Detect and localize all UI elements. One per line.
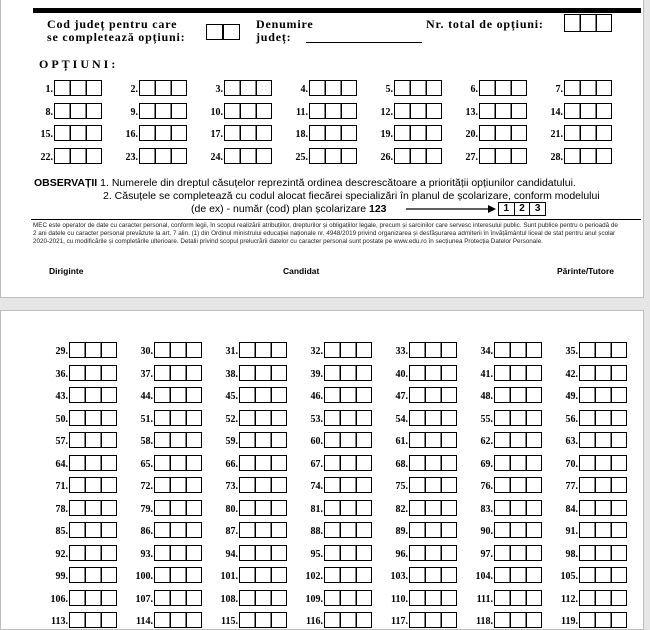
option-code-field[interactable] <box>479 148 527 164</box>
option-number: 67. <box>310 458 323 470</box>
option-number: 112. <box>561 593 578 605</box>
option-code-field[interactable] <box>579 432 627 448</box>
option-number: 40. <box>395 368 408 380</box>
option-code-field[interactable] <box>69 567 117 583</box>
option-number: 102. <box>305 571 323 582</box>
option-number: 119. <box>561 616 578 627</box>
option-number: 20. <box>465 129 478 140</box>
option-number: 117. <box>391 616 408 627</box>
option-code-field[interactable] <box>394 103 442 119</box>
example-digit-2: 2 <box>515 203 531 215</box>
option-number: 49. <box>565 391 578 402</box>
option-number: 72. <box>140 481 153 492</box>
option-number: 59. <box>225 436 238 447</box>
observations-text3: (de ex) - număr (cod) plan școlarizare <box>191 203 367 215</box>
option-number: 57. <box>55 436 68 447</box>
option-number: 115. <box>221 616 238 627</box>
option-code-field[interactable] <box>479 80 527 96</box>
option-code-field[interactable] <box>309 125 357 141</box>
option-number: 37. <box>140 368 153 380</box>
option-code-field[interactable] <box>409 567 457 583</box>
option-code-field[interactable] <box>154 500 202 516</box>
option-code-field[interactable] <box>494 500 542 516</box>
option-number: 110. <box>391 593 408 605</box>
option-number: 105. <box>560 571 578 582</box>
option-number: 91. <box>565 526 578 537</box>
option-number: 25. <box>295 151 308 163</box>
option-number: 94. <box>225 548 238 560</box>
option-number: 71. <box>55 481 68 492</box>
option-code-field[interactable] <box>239 612 287 628</box>
option-code-field[interactable] <box>324 590 372 606</box>
option-code-field[interactable] <box>564 80 612 96</box>
option-number: 48. <box>480 391 493 402</box>
option-code-field[interactable] <box>494 455 542 471</box>
option-code-field[interactable] <box>324 477 372 493</box>
option-code-field[interactable] <box>239 477 287 493</box>
option-number: 7. <box>555 84 563 95</box>
option-number: 64. <box>55 458 68 470</box>
observations-title: OBSERVAȚII <box>34 177 98 189</box>
option-number: 27. <box>465 151 478 163</box>
option-number: 99. <box>55 571 68 582</box>
observations-line2: 2. Căsuțele se completează cu codul alocat fiecărei specializări în planul de școlarizare, conform modelului <box>103 190 600 202</box>
option-number: 69. <box>480 458 493 470</box>
option-code-field[interactable] <box>494 545 542 561</box>
option-number: 8. <box>45 106 53 118</box>
option-code-field[interactable] <box>564 103 612 119</box>
option-number: 56. <box>565 413 578 425</box>
option-number: 86. <box>140 526 153 537</box>
option-code-field[interactable] <box>409 500 457 516</box>
option-code-field[interactable] <box>579 365 627 381</box>
total-options-label: Nr. total de opțiuni: <box>426 17 544 31</box>
form-page-2 <box>0 310 644 630</box>
option-code-field[interactable] <box>69 590 117 606</box>
option-code-field[interactable] <box>324 500 372 516</box>
option-number: 24. <box>210 151 223 163</box>
option-code-field[interactable] <box>324 455 372 471</box>
option-number: 23. <box>125 151 138 163</box>
option-code-field[interactable] <box>69 455 117 471</box>
option-code-field[interactable] <box>154 455 202 471</box>
option-number: 6. <box>470 84 478 95</box>
option-number: 82. <box>395 503 408 515</box>
option-number: 104. <box>475 571 493 582</box>
option-number: 17. <box>210 129 223 140</box>
option-code-field[interactable] <box>154 387 202 403</box>
option-code-field[interactable] <box>409 432 457 448</box>
example-code-boxes <box>498 202 546 216</box>
option-number: 75. <box>395 481 408 492</box>
option-number: 114. <box>136 616 153 627</box>
option-code-field[interactable] <box>409 477 457 493</box>
option-number: 113. <box>51 616 68 627</box>
option-code-field[interactable] <box>69 342 117 358</box>
option-number: 46. <box>310 391 323 402</box>
option-code-field[interactable] <box>154 432 202 448</box>
option-number: 39. <box>310 368 323 380</box>
option-code-field[interactable] <box>579 612 627 628</box>
option-number: 55. <box>480 413 493 425</box>
option-code-field[interactable] <box>139 148 187 164</box>
option-number: 95. <box>310 548 323 560</box>
option-number: 47. <box>395 391 408 402</box>
option-number: 109. <box>305 593 323 605</box>
data-protection-notice: MEC este operator de date cu caracter personal, conform legii, în scopul realizării atribuțiilor, drepturilor și obligațiilor legale, precum și sarcinilor care servesc interesului public. Sunt publice pentru o perioadă de 2 ani datele cu caracter personal prevăzute la art. 7 alin. (1) din Ordinul ministrului educației naționale nr. 4948/2019 privind organizarea și desfășurarea admiterii în învățământul liceal de stat pentru anul școlar 2020-2021, cu modificările și completările ulterioare. Detalii privind scopul prelucrării datelor cu caracter personal sunt postate pe www.edu.ro în secțiunea Protecția Datelor Personale. <box>33 222 618 245</box>
county-name-field[interactable] <box>306 42 422 43</box>
option-code-field[interactable] <box>394 148 442 164</box>
option-number: 3. <box>215 84 223 95</box>
option-code-field[interactable] <box>69 365 117 381</box>
observations-line1 <box>34 177 576 189</box>
option-code-field[interactable] <box>154 477 202 493</box>
option-code-field[interactable] <box>239 342 287 358</box>
option-code-field[interactable] <box>54 80 102 96</box>
option-code-field[interactable] <box>494 410 542 426</box>
option-code-field[interactable] <box>224 103 272 119</box>
option-number: 65. <box>140 458 153 470</box>
option-code-field[interactable] <box>54 148 102 164</box>
option-number: 89. <box>395 526 408 537</box>
option-code-field[interactable] <box>154 590 202 606</box>
option-number: 11. <box>296 106 308 118</box>
option-number: 68. <box>395 458 408 470</box>
option-number: 16. <box>125 129 138 140</box>
option-code-field[interactable] <box>579 522 627 538</box>
option-code-field[interactable] <box>564 148 612 164</box>
option-code-field[interactable] <box>239 590 287 606</box>
option-number: 1. <box>45 84 53 95</box>
option-code-field[interactable] <box>69 612 117 628</box>
option-number: 30. <box>140 346 153 357</box>
option-number: 4. <box>300 84 308 95</box>
option-number: 36. <box>55 368 68 380</box>
option-code-field[interactable] <box>494 612 542 628</box>
option-code-field[interactable] <box>239 500 287 516</box>
county-code-label: Cod județ pentru care se completează opțiuni: <box>47 17 186 44</box>
option-code-field[interactable] <box>409 455 457 471</box>
option-number: 78. <box>55 503 68 515</box>
option-code-field[interactable] <box>239 522 287 538</box>
option-number: 22. <box>40 151 53 163</box>
option-code-field[interactable] <box>579 500 627 516</box>
option-code-field[interactable] <box>494 387 542 403</box>
option-code-field[interactable] <box>409 365 457 381</box>
option-number: 73. <box>225 481 238 492</box>
option-number: 108. <box>220 593 238 605</box>
option-number: 44. <box>140 391 153 402</box>
option-number: 35. <box>565 346 578 357</box>
option-number: 116. <box>306 616 323 627</box>
option-number: 103. <box>390 571 408 582</box>
option-number: 88. <box>310 526 323 537</box>
option-number: 2. <box>130 84 138 95</box>
option-code-field[interactable] <box>579 387 627 403</box>
option-code-field[interactable] <box>69 500 117 516</box>
option-number: 93. <box>140 548 153 560</box>
option-code-field[interactable] <box>579 455 627 471</box>
top-rule <box>33 8 641 13</box>
option-number: 18. <box>295 129 308 140</box>
observations-line3 <box>191 203 387 215</box>
option-number: 84. <box>565 503 578 515</box>
option-number: 118. <box>476 616 493 627</box>
option-code-field[interactable] <box>324 387 372 403</box>
option-code-field[interactable] <box>224 125 272 141</box>
option-number: 42. <box>565 368 578 380</box>
option-number: 28. <box>550 151 563 163</box>
option-code-field[interactable] <box>409 387 457 403</box>
option-code-field[interactable] <box>69 522 117 538</box>
signature-parent: Părinte/Tutore <box>557 266 614 276</box>
option-number: 87. <box>225 526 238 537</box>
option-code-field[interactable] <box>324 342 372 358</box>
option-code-field[interactable] <box>154 342 202 358</box>
example-code: 123 <box>369 203 387 215</box>
option-code-field[interactable] <box>69 387 117 403</box>
option-number: 63. <box>565 436 578 447</box>
option-code-field[interactable] <box>479 125 527 141</box>
option-code-field[interactable] <box>324 567 372 583</box>
option-number: 26. <box>380 151 393 163</box>
option-code-field[interactable] <box>494 342 542 358</box>
option-number: 61. <box>395 436 408 447</box>
option-number: 29. <box>55 346 68 357</box>
option-code-field[interactable] <box>239 455 287 471</box>
option-number: 51. <box>140 413 153 425</box>
option-code-field[interactable] <box>494 590 542 606</box>
option-number: 60. <box>310 436 323 447</box>
option-code-field[interactable] <box>154 522 202 538</box>
form-page-1 <box>0 0 644 298</box>
option-number: 79. <box>140 503 153 515</box>
option-number: 90. <box>480 526 493 537</box>
option-number: 12. <box>380 106 393 118</box>
option-code-field[interactable] <box>324 522 372 538</box>
option-code-field[interactable] <box>69 432 117 448</box>
option-code-field[interactable] <box>154 365 202 381</box>
option-code-field[interactable] <box>69 545 117 561</box>
option-code-field[interactable] <box>409 590 457 606</box>
option-code-field[interactable] <box>154 545 202 561</box>
example-digit-3: 3 <box>534 203 541 214</box>
option-number: 41. <box>480 368 493 380</box>
option-code-field[interactable] <box>409 545 457 561</box>
option-number: 50. <box>55 413 68 425</box>
option-number: 66. <box>225 458 238 470</box>
option-number: 85. <box>55 526 68 537</box>
option-code-field[interactable] <box>494 567 542 583</box>
option-number: 101. <box>220 571 238 582</box>
observations-text1: 1. Numerele din dreptul căsuțelor reprezintă ordinea descrescătoare a priorității opțiunilor candidatului. <box>100 177 576 189</box>
option-number: 34. <box>480 346 493 357</box>
option-code-field[interactable] <box>579 410 627 426</box>
option-number: 5. <box>385 84 393 95</box>
option-code-field[interactable] <box>579 545 627 561</box>
option-number: 76. <box>480 481 493 492</box>
signature-candidate: Candidat <box>283 266 320 276</box>
option-code-field[interactable] <box>154 567 202 583</box>
option-code-field[interactable] <box>324 365 372 381</box>
option-code-field[interactable] <box>239 432 287 448</box>
option-number: 43. <box>55 391 68 402</box>
option-code-field[interactable] <box>494 522 542 538</box>
divider <box>31 219 641 220</box>
option-code-field[interactable] <box>139 103 187 119</box>
option-code-field[interactable] <box>309 148 357 164</box>
option-code-field[interactable] <box>69 410 117 426</box>
option-number: 10. <box>210 106 223 118</box>
option-number: 15. <box>40 129 53 140</box>
option-number: 97. <box>480 548 493 560</box>
option-number: 77. <box>565 481 578 492</box>
option-code-field[interactable] <box>224 80 272 96</box>
option-number: 13. <box>465 106 478 118</box>
example-digit-1: 1 <box>499 203 515 215</box>
option-number: 83. <box>480 503 493 515</box>
option-number: 19. <box>380 129 393 140</box>
option-number: 31. <box>225 346 238 357</box>
option-number: 54. <box>395 413 408 425</box>
option-code-field[interactable] <box>309 80 357 96</box>
option-number: 14. <box>550 106 563 118</box>
option-number: 52. <box>225 413 238 425</box>
option-code-field[interactable] <box>579 567 627 583</box>
option-code-field[interactable] <box>139 125 187 141</box>
option-code-field[interactable] <box>409 612 457 628</box>
option-code-field[interactable] <box>479 103 527 119</box>
option-code-field[interactable] <box>324 432 372 448</box>
county-name-label: Denumire județ: <box>256 17 314 44</box>
option-code-field[interactable] <box>154 410 202 426</box>
option-code-field[interactable] <box>239 365 287 381</box>
option-code-field[interactable] <box>309 103 357 119</box>
option-code-field[interactable] <box>394 80 442 96</box>
option-code-field[interactable] <box>239 567 287 583</box>
options-title: OPȚIUNI: <box>39 57 119 71</box>
option-number: 62. <box>480 436 493 447</box>
option-code-field[interactable] <box>54 125 102 141</box>
option-code-field[interactable] <box>494 365 542 381</box>
option-code-field[interactable] <box>494 477 542 493</box>
option-number: 80. <box>225 503 238 515</box>
option-code-field[interactable] <box>139 80 187 96</box>
option-code-field[interactable] <box>239 545 287 561</box>
option-number: 70. <box>565 458 578 470</box>
option-code-field[interactable] <box>409 522 457 538</box>
option-number: 98. <box>565 548 578 560</box>
option-code-field[interactable] <box>324 545 372 561</box>
option-code-field[interactable] <box>579 590 627 606</box>
option-code-field[interactable] <box>324 612 372 628</box>
option-number: 100. <box>135 571 153 582</box>
option-code-field[interactable] <box>54 103 102 119</box>
option-number: 38. <box>225 368 238 380</box>
signature-head-teacher: Diriginte <box>49 266 84 276</box>
option-number: 53. <box>310 413 323 425</box>
option-number: 21. <box>550 129 563 140</box>
option-code-field[interactable] <box>239 387 287 403</box>
option-number: 111. <box>476 593 493 605</box>
option-number: 92. <box>55 548 68 560</box>
option-number: 96. <box>395 548 408 560</box>
option-number: 33. <box>395 346 408 357</box>
option-number: 9. <box>130 106 138 118</box>
arrow-right-icon <box>406 204 496 214</box>
option-code-field[interactable] <box>154 612 202 628</box>
option-code-field[interactable] <box>409 342 457 358</box>
option-number: 81. <box>310 503 323 515</box>
option-code-field[interactable] <box>579 342 627 358</box>
option-code-field[interactable] <box>394 125 442 141</box>
option-number: 32. <box>310 346 323 357</box>
option-number: 106. <box>50 593 68 605</box>
option-code-field[interactable] <box>579 477 627 493</box>
option-number: 74. <box>310 481 323 492</box>
option-number: 58. <box>140 436 153 447</box>
option-code-field[interactable] <box>239 410 287 426</box>
total-options-field[interactable] <box>564 14 612 32</box>
option-code-field[interactable] <box>564 125 612 141</box>
option-number: 107. <box>135 593 153 605</box>
option-number: 45. <box>225 391 238 402</box>
option-code-field[interactable] <box>409 410 457 426</box>
option-code-field[interactable] <box>224 148 272 164</box>
option-code-field[interactable] <box>494 432 542 448</box>
option-code-field[interactable] <box>69 477 117 493</box>
county-code-field[interactable] <box>206 24 240 40</box>
option-code-field[interactable] <box>324 410 372 426</box>
